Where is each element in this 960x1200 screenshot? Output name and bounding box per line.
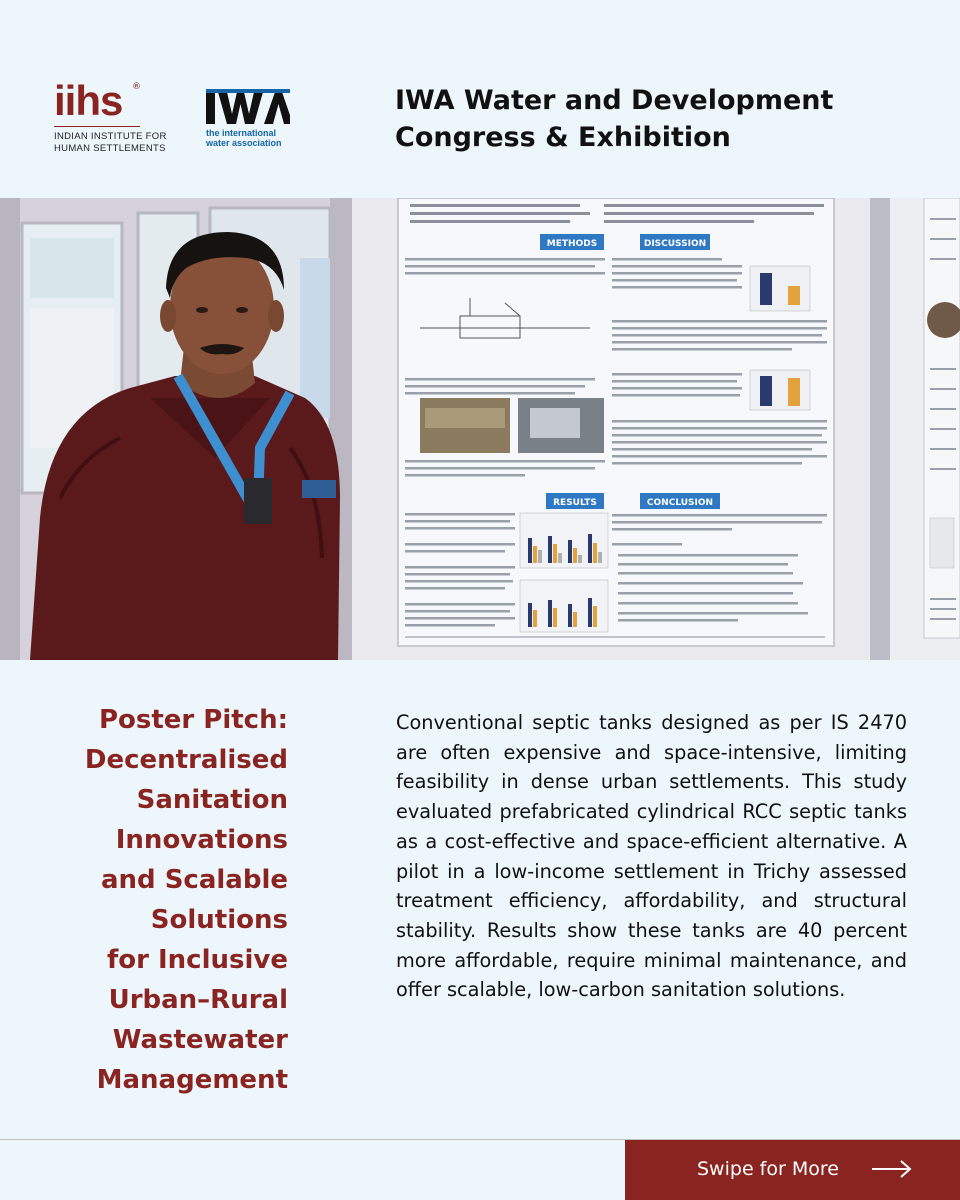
swipe-for-more-button[interactable] <box>625 1140 960 1200</box>
iihs-wordmark: iihs <box>54 77 123 124</box>
poster-cost-chart <box>750 266 810 311</box>
poster-methods-heading: METHODS <box>546 239 598 249</box>
iwa-name-line: the international <box>206 128 277 138</box>
iwa-logo <box>206 88 296 152</box>
pitch-title-line: Urban–Rural <box>108 985 288 1015</box>
event-title-line: IWA Water and Development <box>395 85 834 116</box>
iihs-name-line: INDIAN INSTITUTE FOR <box>54 131 167 142</box>
name-tag <box>302 480 336 498</box>
header <box>0 0 960 198</box>
iwa-name-line: water association <box>206 138 282 148</box>
pitch-title-line: Wastewater <box>112 1025 288 1055</box>
pitch-title-line: for Inclusive <box>106 945 288 975</box>
poster-results-heading: RESULTS <box>553 498 597 508</box>
abstract-text: Conventional septic tanks designed as per IS 2470 are often expensive and space-intensive, limiting feasibility in dense urban settlements. This study evaluated prefabricated cylindrical RCC septic tanks as a cost-effective and space-efficient alternative. A pilot in a low-income settlement in Trichy assessed treatment efficiency, affordability, and structural stability. Results show these tanks are 40 percent more affordable, require minimal maintenance, and offer scalable, low-carbon sanitation solutions. <box>396 711 907 1002</box>
iihs-logo <box>54 77 167 160</box>
pitch-title-line: and Scalable <box>100 865 288 895</box>
pitch-title-line: Sanitation <box>136 785 288 815</box>
event-title <box>395 82 915 156</box>
poster-discussion-heading: DISCUSSION <box>643 239 707 249</box>
iwa-full-name <box>206 128 294 148</box>
pitch-title-line: Management <box>96 1065 288 1095</box>
iihs-name-line: HUMAN SETTLEMENTS <box>54 143 166 154</box>
event-photo <box>0 198 960 660</box>
iihs-full-name <box>54 131 174 155</box>
pitch-title-line: Innovations <box>115 825 288 855</box>
pitch-title-line: Poster Pitch: <box>98 705 288 735</box>
event-title-line: Congress & Exhibition <box>395 122 731 153</box>
pitch-title-line: Decentralised <box>84 745 288 775</box>
registered-mark: ® <box>132 82 141 92</box>
photo-scene <box>0 198 960 660</box>
pitch-title-line: Solutions <box>150 905 288 935</box>
poster-conclusion-heading: CONCLUSION <box>646 498 714 508</box>
pitch-title <box>60 700 288 1100</box>
arrow-right-icon <box>871 1159 913 1179</box>
swipe-label: Swipe for More <box>697 1158 839 1180</box>
iwa-wordmark-graphic <box>206 88 290 126</box>
logo-divider <box>54 126 140 127</box>
poster-carbon-chart <box>750 370 810 410</box>
id-badge <box>244 478 272 524</box>
